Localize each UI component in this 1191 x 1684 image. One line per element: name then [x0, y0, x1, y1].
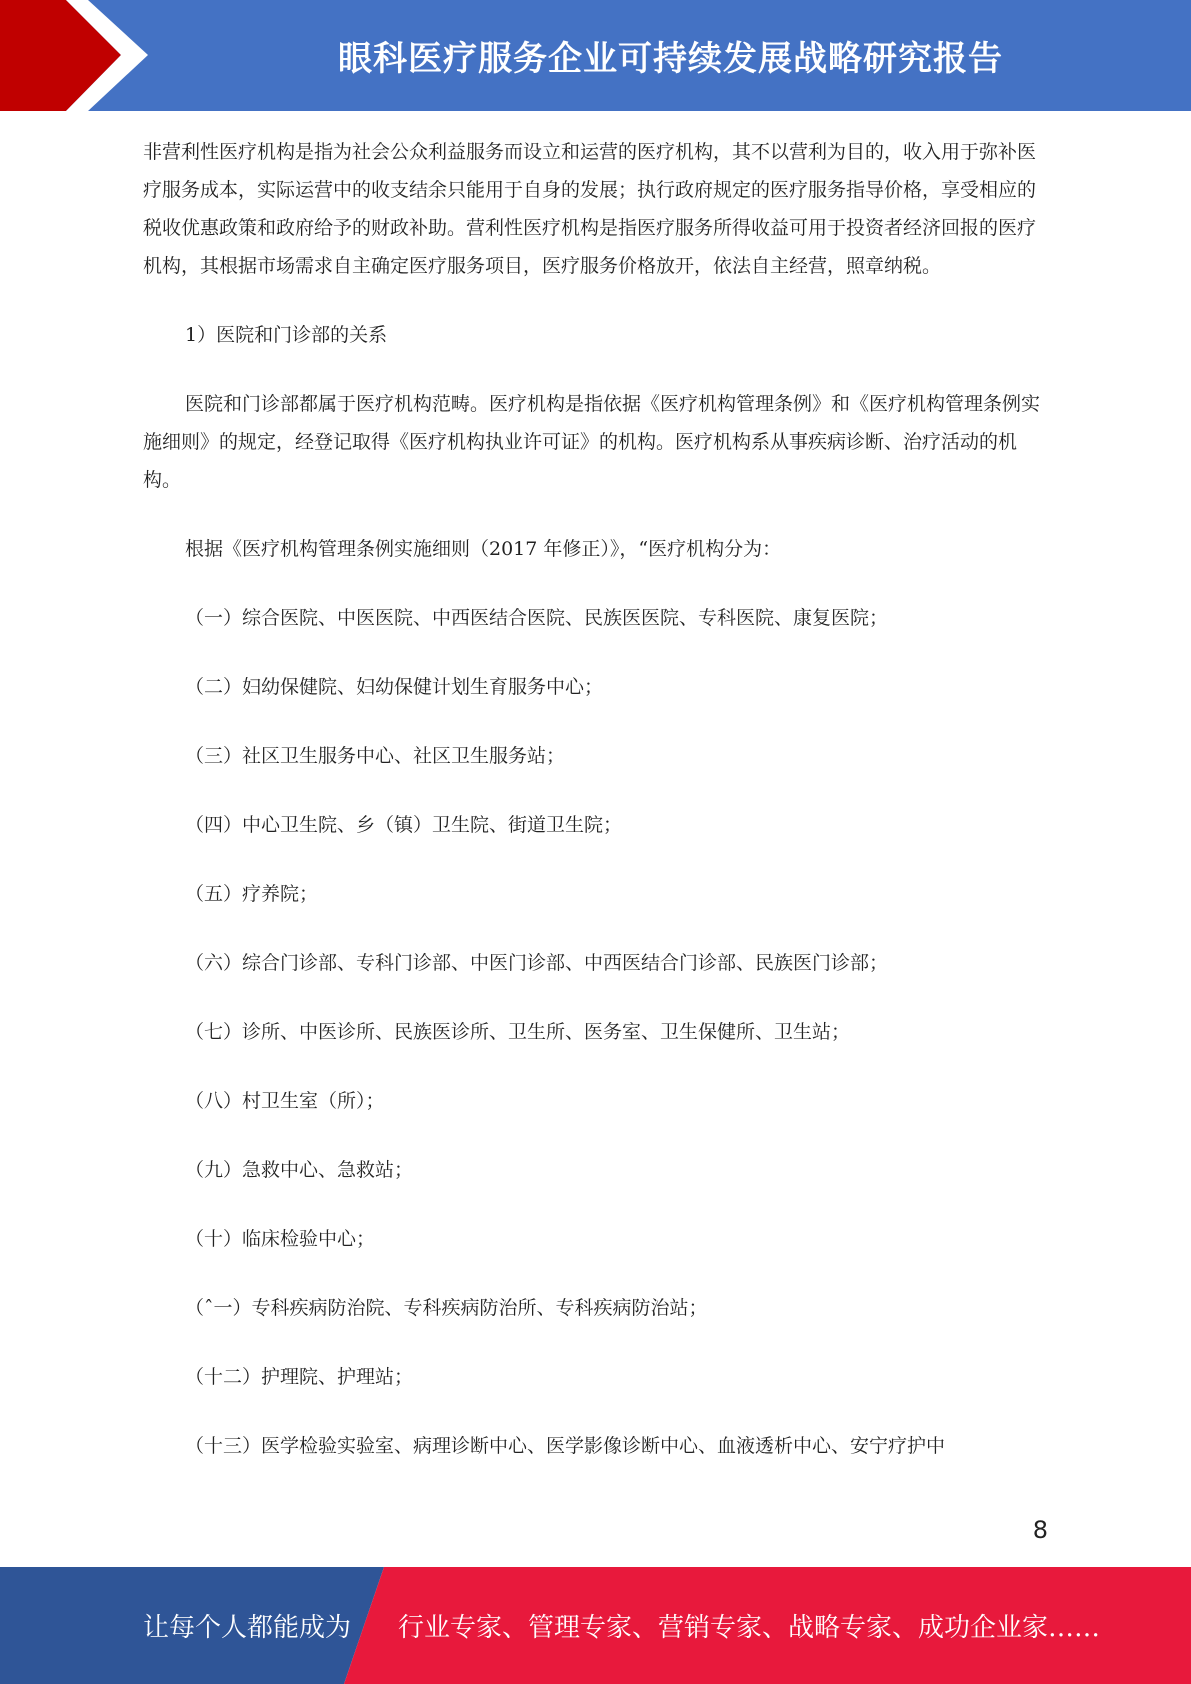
- footer-slogan-right: 行业专家、管理专家、营销专家、战略专家、成功企业家……: [398, 1613, 1101, 1643]
- page-footer: [0, 1567, 1191, 1684]
- page-header: [0, 0, 1191, 111]
- list-item: （六）综合门诊部、专科门诊部、中医门诊部、中西医结合门诊部、民族医门诊部；: [185, 952, 889, 974]
- list-item: （八）村卫生室（所）；: [185, 1090, 385, 1112]
- list-item: （十三）医学检验实验室、病理诊断中心、医学影像诊断中心、血液透析中心、安宁疗护中: [185, 1435, 946, 1457]
- section-heading: 1）医院和门诊部的关系: [185, 324, 388, 346]
- list-item: （五）疗养院；: [185, 883, 319, 905]
- page-number: 8: [1032, 1516, 1048, 1544]
- paragraph: 医院和门诊部都属于医疗机构范畴。医疗机构是指依据《医疗机构管理条例》和《医疗机构管理条例实施细则》的规定，经登记取得《医疗机构执业许可证》的机构。医疗机构系从事疾病诊断、治疗活动的机构。: [143, 393, 1041, 491]
- report-title: 眼科医疗服务企业可持续发展战略研究报告: [338, 39, 1003, 79]
- list-item: （四）中心卫生院、乡（镇）卫生院、街道卫生院；: [185, 814, 623, 836]
- paragraph: 非营利性医疗机构是指为社会公众利益服务而设立和运营的医疗机构，其不以营利为目的，收入用于弥补医疗服务成本，实际运营中的收支结余只能用于自身的发展；执行政府规定的医疗服务指导价格，享受相应的税收优惠政策和政府给予的财政补助。营利性医疗机构是指医疗服务所得收益可用于投资者经济回报的医疗机构，其根据市场需求自主确定医疗服务项目，医疗服务价格放开，依法自主经营，照章纳税。: [143, 141, 1037, 277]
- footer-slogan-left: 让每个人都能成为: [143, 1613, 352, 1643]
- list-item: （二）妇幼保健院、妇幼保健计划生育服务中心；: [185, 676, 604, 698]
- list-item: （ˆ一）专科疾病防治院、专科疾病防治所、专科疾病防治站；: [185, 1297, 708, 1319]
- list-item: （十二）护理院、护理站；: [185, 1366, 414, 1388]
- list-item: （七）诊所、中医诊所、民族医诊所、卫生所、医务室、卫生保健所、卫生站；: [185, 1021, 851, 1043]
- list-item: （九）急救中心、急救站；: [185, 1159, 414, 1181]
- document-body: [143, 133, 1048, 1465]
- list-item: （三）社区卫生服务中心、社区卫生服务站；: [185, 745, 566, 767]
- header-red-chevron: [0, 0, 160, 111]
- paragraph: 根据《医疗机构管理条例实施细则（2017 年修正）》，“医疗机构分为：: [185, 538, 782, 560]
- list-item: （一）综合医院、中医医院、中西医结合医院、民族医医院、专科医院、康复医院；: [185, 607, 889, 629]
- list-item: （十）临床检验中心；: [185, 1228, 376, 1250]
